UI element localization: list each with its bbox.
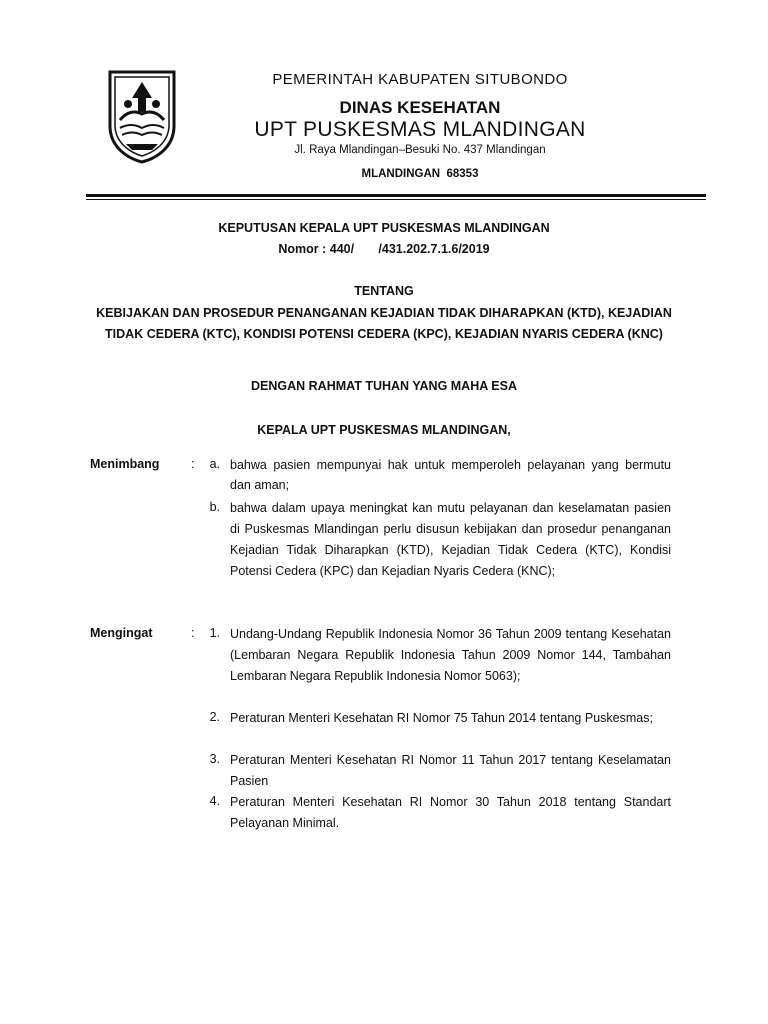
mengingat-item-text: Peraturan Menteri Kesehatan RI Nomor 30 Tahun 2018 tentang Standart Pelayanan Minimal. <box>230 795 671 830</box>
decree-number: Nomor : 440/ /431.202.7.1.6/2019 <box>278 242 490 256</box>
decree-invocation: DENGAN RAHMAT TUHAN YANG MAHA ESA <box>251 379 517 393</box>
regency-emblem-logo <box>104 68 180 164</box>
mengingat-colon: : <box>191 626 195 640</box>
mengingat-item-text: Peraturan Menteri Kesehatan RI Nomor 75 Tahun 2014 tentang Puskesmas; <box>230 711 653 725</box>
letterhead-divider-thick <box>86 194 706 197</box>
menimbang-item-mark: a. <box>209 457 220 471</box>
decree-authority: KEPALA UPT PUSKESMAS MLANDINGAN, <box>257 423 511 437</box>
mengingat-item-mark: 3. <box>209 752 220 766</box>
mengingat-item-mark: 1. <box>209 626 220 640</box>
decree-about: TENTANG <box>354 284 414 298</box>
letterhead-government: PEMERINTAH KABUPATEN SITUBONDO <box>272 71 568 88</box>
mengingat-item-mark: 4. <box>209 794 220 808</box>
letterhead-department: DINAS KESEHATAN <box>339 98 501 117</box>
decree-subject: KEBIJAKAN DAN PROSEDUR PENANGANAN KEJADIAN TIDAK DIHARAPKAN (KTD), KEJADIAN TIDAK CEDERA (KTC), KONDISI POTENSI CEDERA (KPC), KEJADIAN NYARIS CEDERA (KNC) <box>96 306 672 341</box>
menimbang-colon: : <box>191 457 195 471</box>
menimbang-item-text: bahwa pasien mempunyai hak untuk memperoleh pelayanan yang bermutu dan aman; <box>230 458 671 492</box>
letterhead-unit: UPT PUSKESMAS MLANDINGAN <box>254 118 586 141</box>
mengingat-item-text: Peraturan Menteri Kesehatan RI Nomor 11 Tahun 2017 tentang Keselamatan Pasien <box>230 753 671 788</box>
letterhead-divider-thin <box>86 199 706 200</box>
menimbang-item-mark: b. <box>209 500 220 514</box>
letterhead-address: Jl. Raya Mlandingan–Besuki No. 437 Mlandingan <box>294 144 546 156</box>
mengingat-item-text: Undang-Undang Republik Indonesia Nomor 36 Tahun 2009 tentang Kesehatan (Lembaran Negara Republik Indonesia Tahun 2009 Nomor 144, Tambahan Lembaran Negara Republik Indonesia Nomor 5063); <box>230 627 671 683</box>
mengingat-item-mark: 2. <box>209 710 220 724</box>
mengingat-label: Mengingat <box>90 626 153 640</box>
menimbang-label: Menimbang <box>90 457 160 471</box>
letterhead-postal: MLANDINGAN 68353 <box>361 168 479 180</box>
menimbang-item-text: bahwa dalam upaya meningkat kan mutu pelayanan dan keselamatan pasien di Puskesmas Mlandingan perlu disusun kebijakan dan prosedur penanganan Kejadian Tidak Diharapkan (KTD), Kejadian Tidak Cedera (KTC), Kondisi Potensi Cedera (KPC) dan Kejadian Nyaris Cedera (KNC); <box>230 501 671 578</box>
decree-title: KEPUTUSAN KEPALA UPT PUSKESMAS MLANDINGAN <box>218 221 550 235</box>
